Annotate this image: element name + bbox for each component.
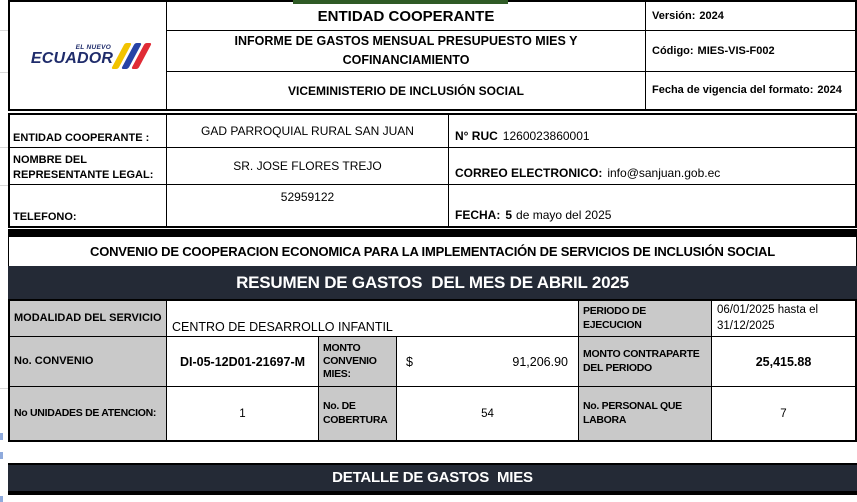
validity-value: 2024 xyxy=(817,84,842,97)
unidades-value: 1 xyxy=(167,387,319,440)
unidades-label: No UNIDADES DE ATENCION: xyxy=(10,387,167,440)
personal-value: 7 xyxy=(780,407,787,420)
header-table xyxy=(8,0,857,111)
code-cell xyxy=(646,31,855,72)
representante-label: NOMBRE DEL REPRESENTANTE LEGAL: xyxy=(10,148,167,185)
representante-value: SR. JOSE FLORES TREJO xyxy=(167,148,449,185)
gridline xyxy=(0,185,8,186)
ecuador-logo xyxy=(31,43,145,69)
fecha-rest: de mayo del 2025 xyxy=(516,208,612,222)
validity-label: Fecha de vigencia del formato: xyxy=(652,84,814,97)
logo-cell xyxy=(10,2,167,109)
cobertura-value: 54 xyxy=(397,387,579,440)
periodo-value: 06/01/2025 hasta el 31/12/2025 xyxy=(712,301,855,337)
row-number-fragment xyxy=(0,433,3,440)
resumen-table xyxy=(8,299,857,442)
validity-cell xyxy=(646,72,855,109)
telefono-value: 52959122 xyxy=(167,185,449,226)
monto-mies-value xyxy=(397,337,579,387)
ruc-cell xyxy=(449,115,855,148)
green-accent-bar xyxy=(293,0,508,4)
version-cell xyxy=(646,2,855,31)
detalle-banner: DETALLE DE GASTOS MIES xyxy=(8,463,857,495)
gridline xyxy=(0,147,8,148)
code-label: Código: xyxy=(652,44,694,57)
form-title: ENTIDAD COOPERANTE xyxy=(167,2,646,31)
cobertura-label: No. DE COBERTURA xyxy=(319,387,397,440)
entity-info-table xyxy=(8,113,857,228)
fecha-day: 5 xyxy=(505,208,513,222)
ruc-label: N° RUC xyxy=(455,129,498,143)
modalidad-value: CENTRO DE DESARROLLO INFANTIL xyxy=(167,301,579,337)
contraparte-label: MONTO CONTRAPARTE DEL PERIODO xyxy=(579,337,712,387)
logo-el-nuevo-text: EL NUEVO xyxy=(75,44,112,51)
form-subtitle: INFORME DE GASTOS MENSUAL PRESUPUESTO MIES Y COFINANCIAMIENTO xyxy=(167,31,646,72)
version-value: 2024 xyxy=(699,9,724,22)
gridline xyxy=(0,72,8,73)
correo-value: info@sanjuan.gob.ec xyxy=(607,166,721,180)
black-divider-bar xyxy=(8,229,857,237)
entidad-cooperante-value: GAD PARROQUIAL RURAL SAN JUAN xyxy=(167,115,449,148)
telefono-label: TELEFONO: xyxy=(10,185,167,226)
fecha-label: FECHA: xyxy=(455,208,501,222)
logo-ecuador-text: ECUADOR xyxy=(30,50,114,67)
form-department: VICEMINISTERIO DE INCLUSIÓN SOCIAL xyxy=(167,72,646,109)
correo-cell xyxy=(449,148,855,185)
version-label: Versión: xyxy=(652,9,696,22)
convenio-num-label: No. CONVENIO xyxy=(10,337,167,387)
gridline xyxy=(0,388,8,389)
ruc-value: 1260023860001 xyxy=(502,129,590,143)
row-number-fragment xyxy=(0,496,3,502)
personal-label: No. PERSONAL QUE LABORA xyxy=(579,387,712,440)
currency-symbol: $ xyxy=(406,354,413,369)
fecha-cell xyxy=(449,185,855,226)
code-value: MIES-VIS-F002 xyxy=(697,44,775,57)
periodo-label: PERIODO DE EJECUCION xyxy=(579,301,712,337)
entidad-cooperante-label: ENTIDAD COOPERANTE : xyxy=(10,115,167,148)
gridline xyxy=(0,30,8,31)
convenio-num-value: DI-05-12D01-21697-M xyxy=(167,337,319,387)
logo-wordmark xyxy=(31,44,113,67)
monto-mies-amount: 91,206.90 xyxy=(512,354,568,369)
monto-mies-label: MONTO CONVENIO MIES: xyxy=(319,337,397,387)
logo-stripes-icon xyxy=(118,43,145,69)
resumen-banner: RESUMEN DE GASTOS DEL MES DE ABRIL 2025 xyxy=(8,266,857,299)
correo-label: CORREO ELECTRONICO: xyxy=(455,166,603,180)
modalidad-label: MODALIDAD DEL SERVICIO xyxy=(10,301,167,337)
row-number-fragment xyxy=(0,452,3,459)
contraparte-value: 25,415.88 xyxy=(712,337,855,387)
convenio-title: CONVENIO DE COOPERACION ECONOMICA PARA LA IMPLEMENTACIÓN DE SERVICIOS DE INCLUSIÓN SOCIAL xyxy=(8,237,857,266)
